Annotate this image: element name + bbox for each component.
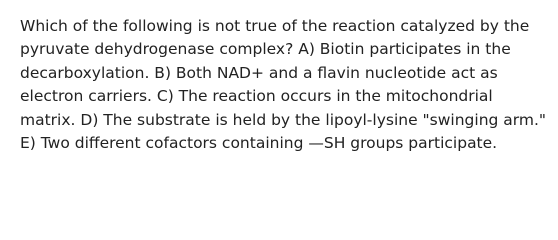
question-text: Which of the following is not true of the reaction catalyzed by the pyruvate dehydrogenase complex? A) Biotin participates in the decarboxylation. B) Both NAD+ and a flavin nucleotide act as electron carriers. C) The reaction occurs in the mitochondrial matrix. D) The substrate is held by the lipoyl-lysine "swinging arm." E) Two different cofactors containing —SH groups participate. [20,17,547,153]
